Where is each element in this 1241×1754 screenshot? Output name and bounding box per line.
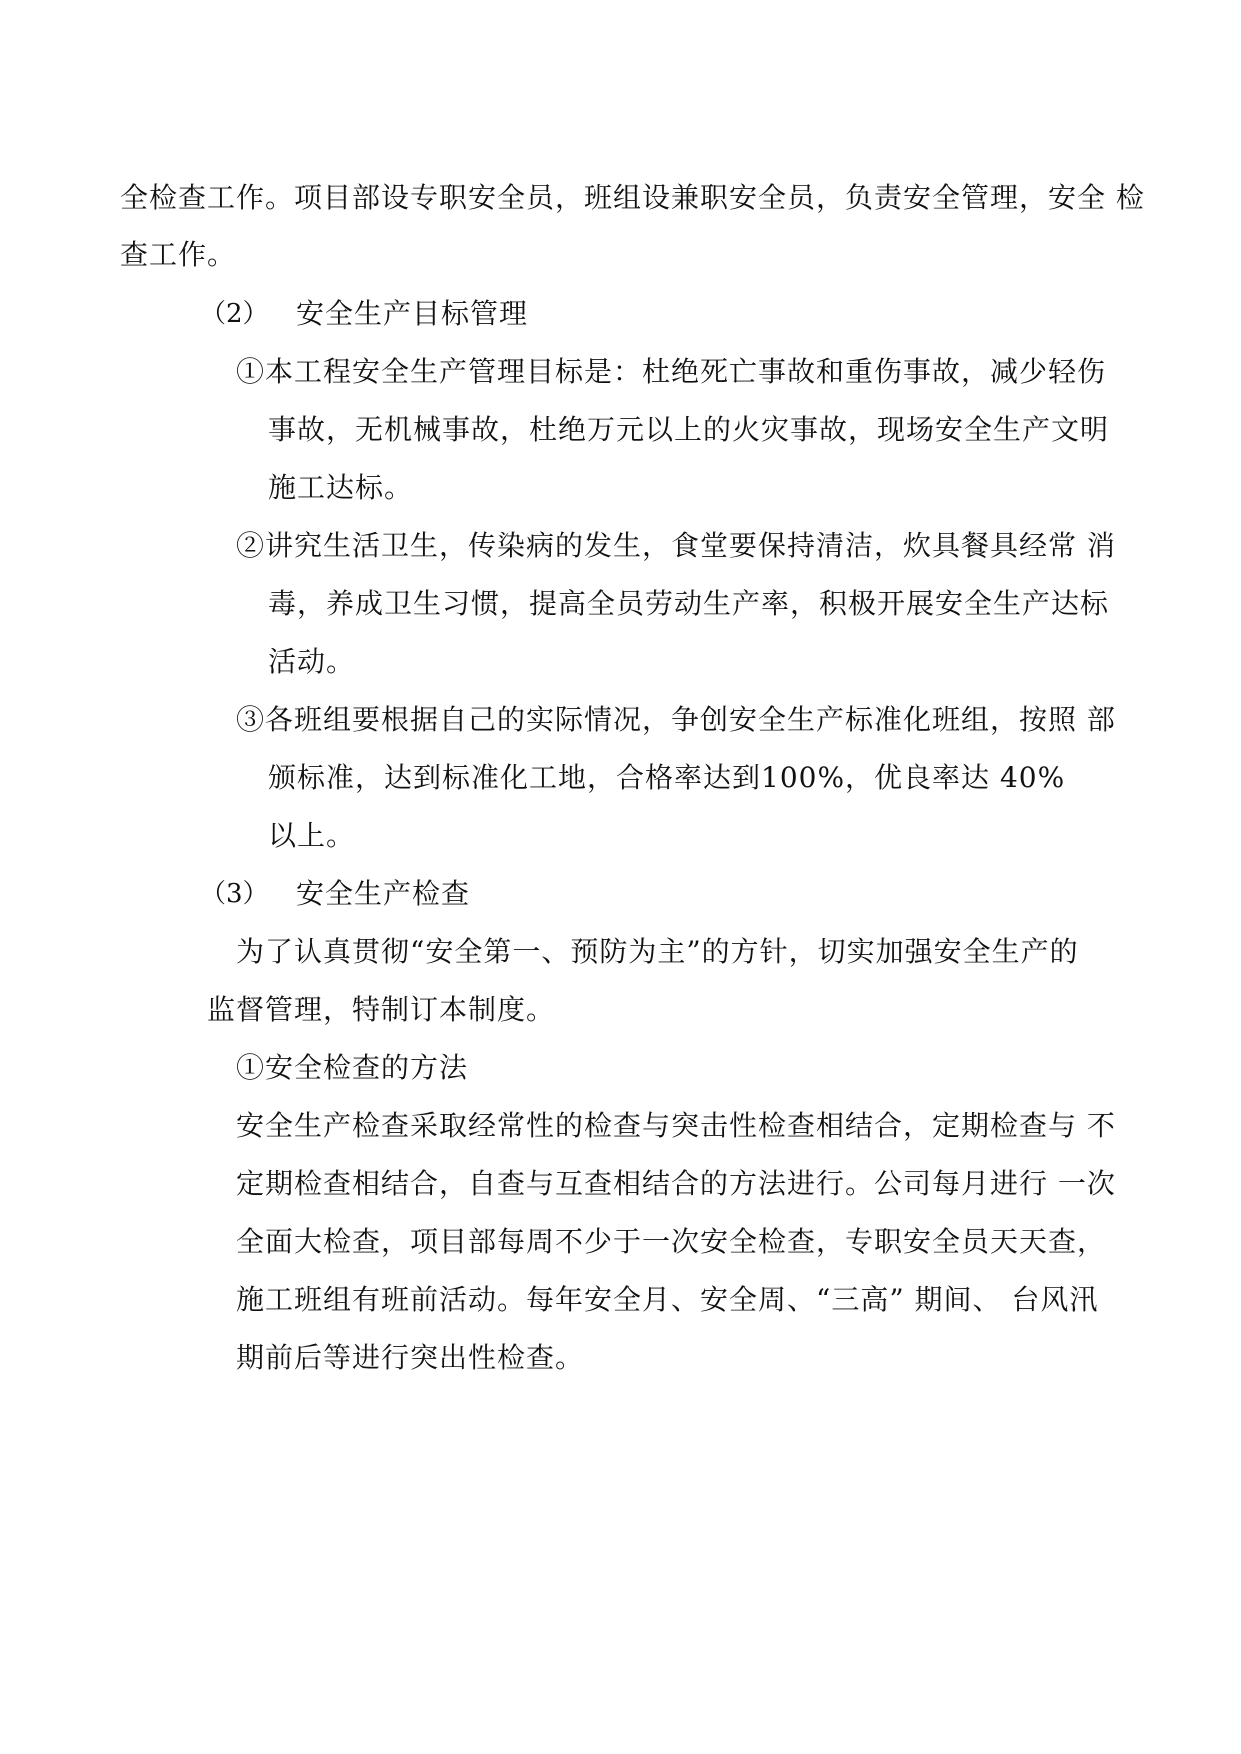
paragraph-line: ②讲究生活卫生，传染病的发生，食堂要保持清洁，炊具餐具经常 消 xyxy=(236,529,1116,562)
section-title: 安全生产检查 xyxy=(296,877,471,910)
paragraph-line: 全检查工作。项目部设专职安全员，班组设兼职安全员，负责安全管理，安全 检 xyxy=(120,181,1145,214)
section-number: （3） xyxy=(200,879,269,909)
paragraph-line: 施工达标。 xyxy=(268,471,414,504)
paragraph-line: 期前后等进行突出性检查。 xyxy=(236,1341,585,1374)
subheading-line: ①安全检查的方法 xyxy=(236,1051,469,1084)
paragraph-line: 事故，无机械事故，杜绝万元以上的火灾事故，现场安全生产文明 xyxy=(268,413,1110,446)
paragraph-line: 监督管理，特制订本制度。 xyxy=(207,993,556,1026)
paragraph-line: 安全生产检查采取经常性的检查与突击性检查相结合，定期检查与 不 xyxy=(236,1109,1116,1142)
paragraph-line: 毒，养成卫生习惯，提高全员劳动生产率，积极开展安全生产达标 xyxy=(268,587,1110,620)
paragraph-line: 定期检查相结合，自查与互查相结合的方法进行。公司每月进行 一次 xyxy=(236,1167,1116,1200)
paragraph-line: 颁标准，达到标准化工地，合格率达到100%，优良率达 40% xyxy=(268,761,1066,794)
paragraph-line: 查工作。 xyxy=(120,238,237,271)
section-title: 安全生产目标管理 xyxy=(296,297,529,330)
paragraph-line: 施工班组有班前活动。每年安全月、安全周、“三高” 期间、 台风汛 xyxy=(236,1283,1099,1316)
paragraph-line: ③各班组要根据自己的实际情况，争创安全生产标准化班组，按照 部 xyxy=(236,703,1116,736)
paragraph-line: ①本工程安全生产管理目标是：杜绝死亡事故和重伤事故，减少轻伤 xyxy=(236,355,1107,388)
paragraph-line: 为了认真贯彻“安全第一、预防为主”的方针，切实加强安全生产的 xyxy=(236,935,1079,968)
paragraph-line: 活动。 xyxy=(268,645,356,678)
paragraph-line: 全面大检查，项目部每周不少于一次安全检查，专职安全员天天查， xyxy=(236,1225,1107,1258)
section-number: （2） xyxy=(200,299,269,329)
paragraph-line: 以上。 xyxy=(268,819,356,852)
